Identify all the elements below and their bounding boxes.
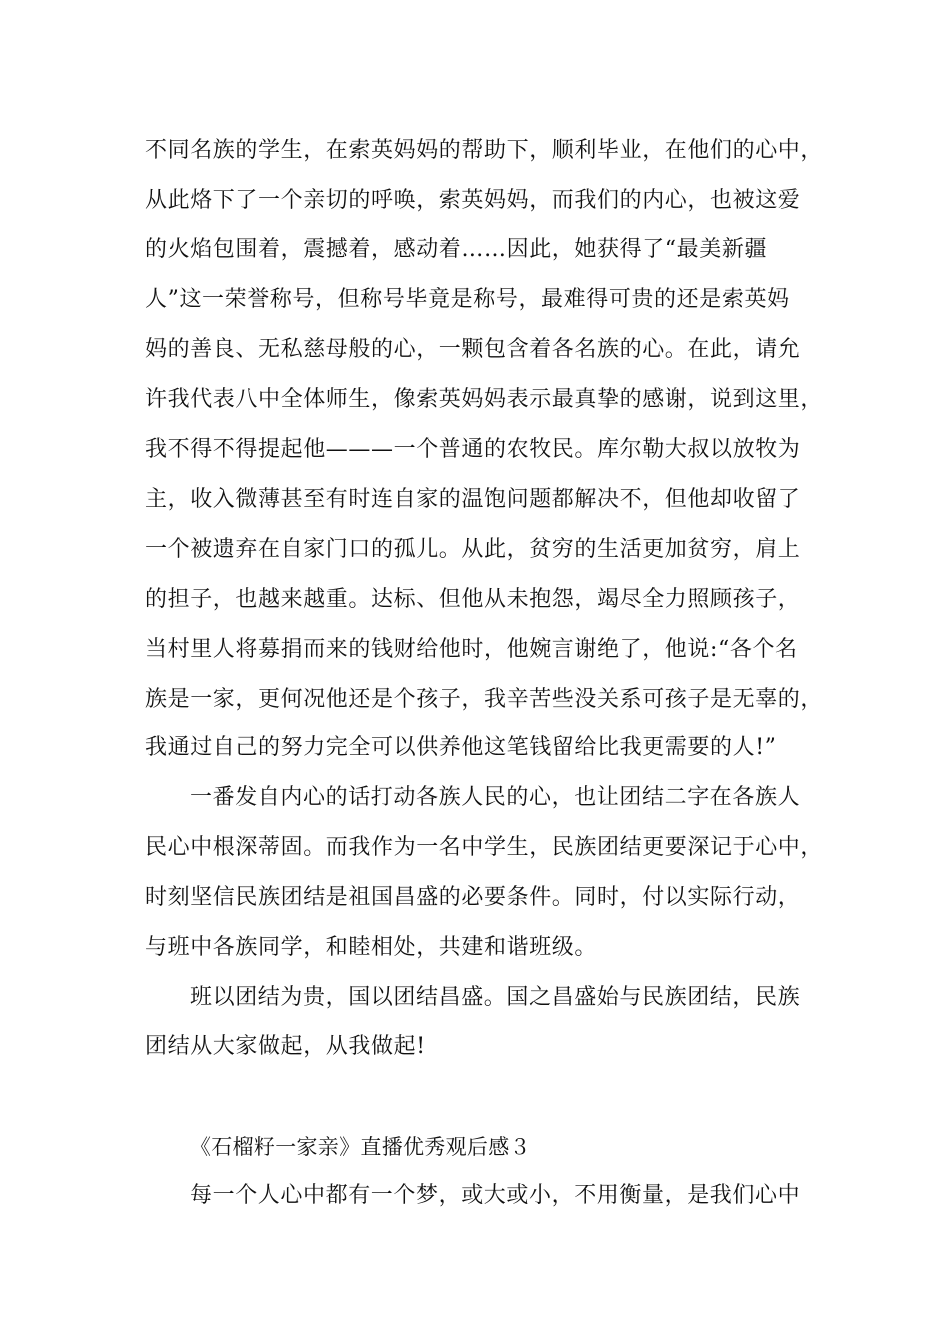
text-line: 族是一家，更何况他还是个孩子，我辛苦些没关系可孩子是无辜的， [145,687,824,712]
text-line: 许我代表八中全体师生，像索英妈妈表示最真挚的感谢，说到这里， [145,387,824,412]
text-line: 的火焰包围着，震撼着，感动着……因此，她获得了“最美新疆 [145,237,768,262]
text-line: 人”这一荣誉称号，但称号毕竟是称号，最难得可贵的还是索英妈 [145,287,790,312]
text-line: 民心中根深蒂固。而我作为一名中学生，民族团结更要深记于心中， [145,835,824,860]
section-heading: 《石榴籽一家亲》直播优秀观后感３ [190,1135,531,1159]
text-line: 一个被遗弃在自家门口的孤儿。从此，贫穷的生活更加贫穷，肩上 [145,537,801,562]
text-line: 一番发自内心的话打动各族人民的心，也让团结二字在各族人 [190,785,801,810]
text-line: 当村里人将募捐而来的钱财给他时，他婉言谢绝了，他说:“各个名 [145,637,798,662]
text-line: 团结从大家做起，从我做起! [145,1034,426,1059]
text-line: 妈的善良、无私慈母般的心，一颗包含着各名族的心。在此，请允 [145,337,801,362]
text-line: 时刻坚信民族团结是祖国昌盛的必要条件。同时，付以实际行动， [145,885,801,910]
text-line: 的担子，也越来越重。达标、但他从未抱怨，竭尽全力照顾孩子， [145,587,801,612]
text-line: 我通过自己的努力完全可以供养他这笔钱留给比我更需要的人!” [145,735,777,760]
text-line: 与班中各族同学，和睦相处，共建和谐班级。 [145,935,598,960]
text-line: 我不得不得提起他———一个普通的农牧民。库尔勒大叔以放牧为 [145,437,801,462]
text-line: 每一个人心中都有一个梦，或大或小，不用衡量，是我们心中 [190,1183,801,1208]
text-line: 班以团结为贵，国以团结昌盛。国之昌盛始与民族团结，民族 [190,985,801,1010]
text-line: 从此烙下了一个亲切的呼唤，索英妈妈，而我们的内心，也被这爱 [145,188,801,213]
text-line: 不同名族的学生，在索英妈妈的帮助下，顺利毕业，在他们的心中， [145,138,824,163]
text-line: 主，收入微薄甚至有时连自家的温饱问题都解决不，但他却收留了 [145,487,801,512]
